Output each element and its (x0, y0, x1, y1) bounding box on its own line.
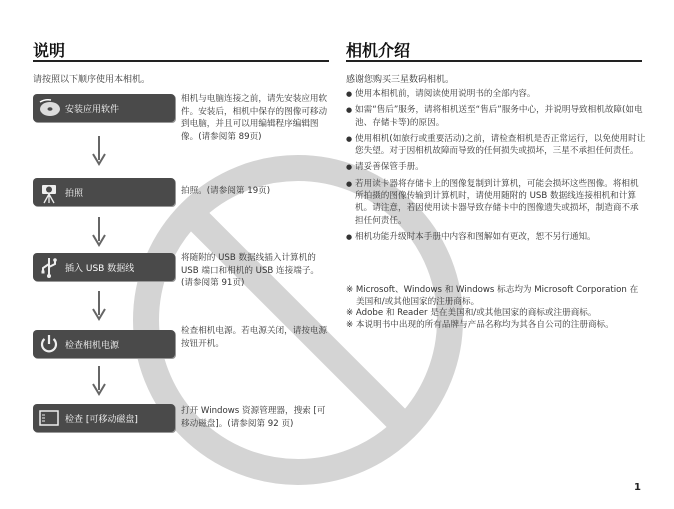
trademark-note: ※ 本说明书中出现的所有品牌与产品名称均为其各自公司的注册商标。 (346, 319, 614, 330)
step-label: 安装应用软件 (65, 105, 120, 115)
right-intro: 感谢您购买三星数码相机。 (346, 75, 455, 85)
step-description: 打开 Windows 资源管理器，搜索 [可移动磁盘]。(请参阅第 92 页) (181, 406, 326, 429)
trademark-note: ※ Adobe 和 Reader 是在美国和/或其他国家的商标或注册商标。 (346, 308, 597, 319)
left-intro: 请按照以下顺序使用本相机。 (33, 75, 151, 85)
step-description: 相机与电脑连接之前，请先安装应用软件。安装后，相机中保存的图像可移动到电脑，并且可以用编辑程序编辑图像。(请参阅第 89页) (181, 94, 328, 142)
right-title-rule (346, 60, 642, 62)
step-take-photo (33, 178, 175, 206)
step-label: 拍照 (65, 189, 84, 199)
usb-icon (37, 255, 61, 279)
left-section-title: 说明 (33, 41, 66, 60)
list-item: ● 相机功能升级时本手册中内容和图解如有更改，恕不另行通知。 (346, 231, 646, 243)
trademark-notes (346, 285, 646, 331)
list-item: ● 使用本相机前，请阅读使用说明书的全部内容。 (346, 88, 646, 100)
list-item: ● 若用读卡器将存储卡上的图像复制到计算机，可能会损坏这些图像。将相机所拍摄的图像传输到计算机时，请使用随附的 USB 数据线连接相机和计算机。请注意，若因使用读卡器导致存储卡中的图像遗失或损坏，制造商不承担任何责任。 (346, 178, 646, 227)
step-label: 插入 USB 数据线 (65, 264, 135, 274)
right-section-title: 相机介绍 (346, 41, 411, 60)
step-label: 检查 [可移动磁盘] (65, 415, 138, 425)
down-arrow-icon (92, 136, 106, 166)
step-label: 检查相机电源 (65, 341, 120, 351)
power-icon (37, 332, 61, 356)
step-install-software (33, 94, 175, 122)
page-number: 1 (634, 482, 641, 493)
cd-disc-icon (37, 96, 61, 120)
camera-notice-list (346, 88, 646, 247)
step-description: 检查相机电源。若电源关闭，请按电源按钮开机。 (181, 326, 328, 349)
removable-disk-icon (37, 406, 61, 430)
camera-tripod-icon (37, 180, 61, 204)
list-item: ● 使用相机(如旅行或重要活动)之前，请检查相机是否正常运行，以免使用时让您失望。对于因相机故障而导致的任何损失或损坏，三星不承担任何责任。 (346, 133, 646, 158)
list-item: ● 请妥善保管手册。 (346, 161, 646, 173)
step-description: 将随附的 USB 数据线插入计算机的 USB 端口和相机的 USB 连接端子。(请参阅第 91页) (181, 253, 320, 288)
trademark-note: ※ Microsoft、Windows 和 Windows 标志均为 Microsoft Corporation 在美国和/或其他国家的注册商标。 (346, 285, 639, 307)
left-title-rule (33, 60, 329, 62)
down-arrow-icon (92, 217, 106, 247)
step-description: 拍照。(请参阅第 19页) (181, 186, 271, 196)
step-connect-usb (33, 253, 175, 281)
down-arrow-icon (92, 291, 106, 321)
step-check-power (33, 330, 175, 358)
down-arrow-icon (92, 366, 106, 396)
list-item: ● 如需“售后”服务，请将相机送至“售后”服务中心，并说明导致相机故障(如电池、存储卡等)的原因。 (346, 104, 646, 129)
step-check-removable-disk (33, 404, 175, 432)
